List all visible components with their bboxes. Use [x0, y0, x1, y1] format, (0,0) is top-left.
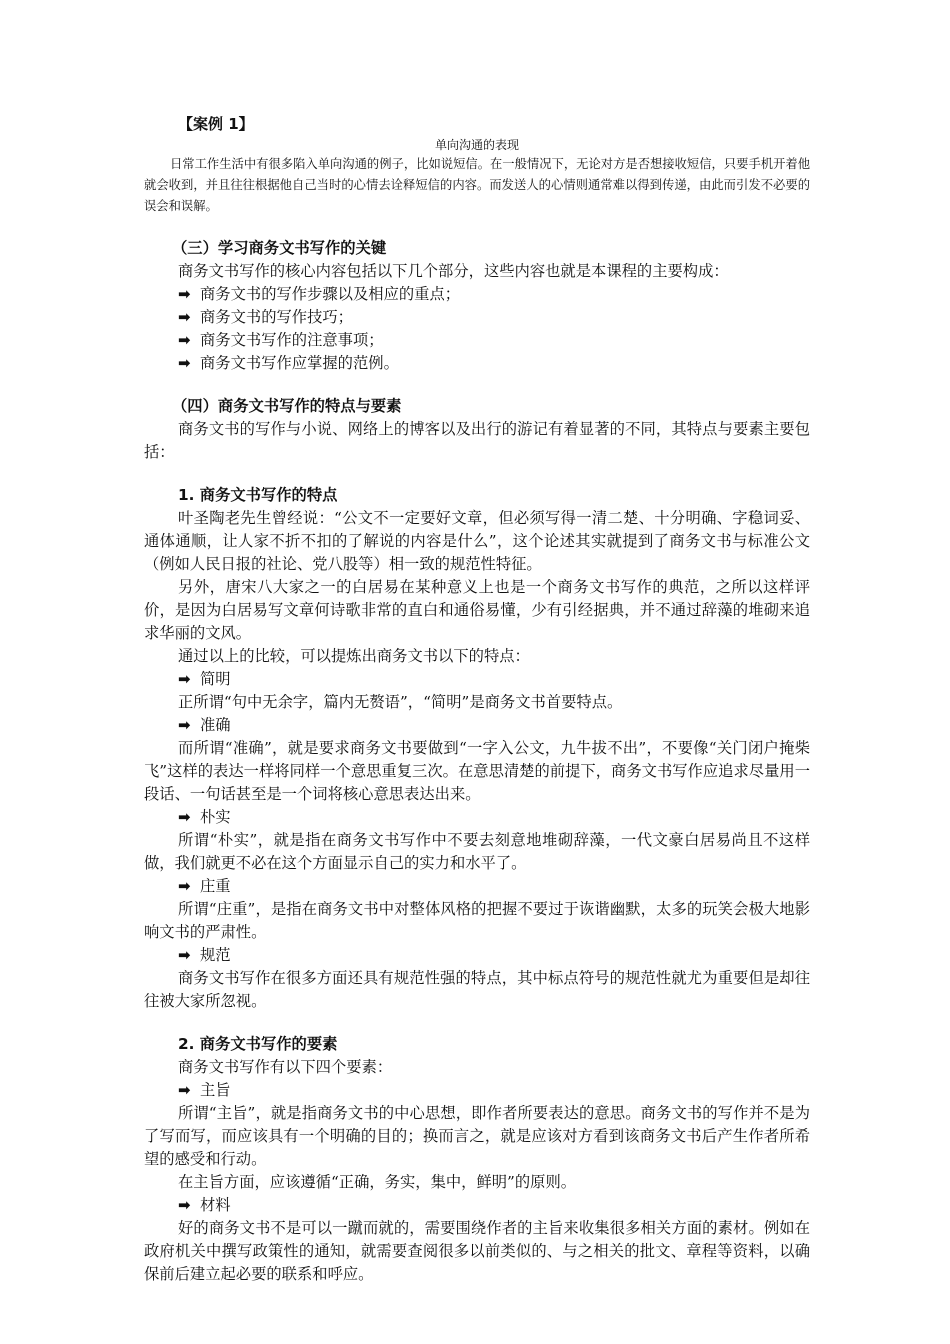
section-3-title: （三）学习商务文书写作的关键 — [172, 239, 387, 257]
document-page — [144, 112, 810, 1286]
case-heading: 【案例 1】 — [178, 115, 254, 133]
feature-text-solemn: 所谓“庄重”，是指在商务文书中对整体风格的把握不要过于诙谐幽默，太多的玩笑会极大地影响文书的严肃性。 — [144, 900, 810, 941]
arrow-right-icon: ➡ — [178, 285, 191, 303]
feature-label-standard: ➡ 规范 — [144, 944, 810, 967]
list-item: ➡ 商务文书的写作步骤以及相应的重点； — [144, 283, 810, 306]
list-item: ➡ 商务文书写作应掌握的范例。 — [144, 352, 810, 375]
element-label-theme: ➡ 主旨 — [144, 1079, 810, 1102]
features-paragraph-3: 通过以上的比较，可以提炼出商务文书以下的特点： — [178, 647, 530, 665]
feature-label-concise: ➡ 简明 — [144, 668, 810, 691]
arrow-right-icon: ➡ — [178, 716, 191, 734]
arrow-right-icon: ➡ — [178, 331, 191, 349]
features-title: 1. 商务文书写作的特点 — [178, 486, 338, 504]
elements-title: 2. 商务文书写作的要素 — [178, 1035, 338, 1053]
arrow-right-icon: ➡ — [178, 1196, 191, 1214]
arrow-right-icon: ➡ — [178, 877, 191, 895]
section-3-intro: 商务文书写作的核心内容包括以下几个部分，这些内容也就是本课程的主要构成： — [178, 262, 729, 280]
list-item: ➡ 商务文书的写作技巧； — [144, 306, 810, 329]
features-paragraph-2: 另外，唐宋八大家之一的白居易在某种意义上也是一个商务文书写作的典范，之所以这样评价，是因为白居易写文章何诗歌非常的直白和通俗易懂，少有引经据典，并不通过辞藻的堆砌来追求华丽的文风。 — [144, 578, 810, 642]
case-body: 日常工作生活中有很多陷入单向沟通的例子，比如说短信。在一般情况下，无论对方是否想接收短信，只要手机开着他就会收到，并且往往根据他自己当时的心情去诠释短信的内容。而发送人的心情则通常难以得到传递，由此而引发不必要的误会和误解。 — [144, 157, 810, 213]
element-text-theme-principle: 在主旨方面，应该遵循“正确，务实，集中，鲜明”的原则。 — [178, 1173, 577, 1191]
feature-text-accurate: 而所谓“准确”，就是要求商务文书要做到“一字入公文，九牛拔不出”，不要像“关门闭户掩柴飞”这样的表达一样将同样一个意思重复三次。在意思清楚的前提下，商务文书写作应追求尽量用一段话、一句话甚至是一个词将核心意思表达出来。 — [144, 739, 810, 803]
feature-text-concise: 正所谓“句中无余字，篇内无赘语”，“简明”是商务文书首要特点。 — [178, 693, 623, 711]
feature-text-standard: 商务文书写作在很多方面还具有规范性强的特点，其中标点符号的规范性就尤为重要但是却往往被大家所忽视。 — [144, 969, 810, 1010]
feature-label-plain: ➡ 朴实 — [144, 806, 810, 829]
arrow-right-icon: ➡ — [178, 808, 191, 826]
case-title: 单向沟通的表现 — [434, 138, 519, 152]
feature-label-accurate: ➡ 准确 — [144, 714, 810, 737]
arrow-right-icon: ➡ — [178, 946, 191, 964]
element-label-material: ➡ 材料 — [144, 1194, 810, 1217]
elements-intro: 商务文书写作有以下四个要素： — [178, 1058, 393, 1076]
arrow-right-icon: ➡ — [178, 1081, 191, 1099]
element-text-theme: 所谓“主旨”，就是指商务文书的中心思想，即作者所要表达的意思。商务文书的写作并不是为了写而写，而应该具有一个明确的目的；换而言之，就是应该对方看到该商务文书后产生作者所希望的感受和行动。 — [144, 1104, 810, 1168]
features-paragraph-1: 叶圣陶老先生曾经说：“公文不一定要好文章，但必须写得一清二楚、十分明确、字稳词妥、通体通顺，让人家不折不扣的了解说的内容是什么”，这个论述其实就提到了商务文书与标准公文（例如人民日报的社论、党八股等）相一致的规范性特征。 — [144, 509, 810, 573]
arrow-right-icon: ➡ — [178, 308, 191, 326]
arrow-right-icon: ➡ — [178, 670, 191, 688]
element-text-material: 好的商务文书不是可以一蹴而就的，需要围绕作者的主旨来收集很多相关方面的素材。例如在政府机关中撰写政策性的通知，就需要查阅很多以前类似的、与之相关的批文、章程等资料，以确保前后建立起必要的联系和呼应。 — [144, 1219, 810, 1283]
feature-label-solemn: ➡ 庄重 — [144, 875, 810, 898]
section-4-title: （四）商务文书写作的特点与要素 — [172, 397, 402, 415]
arrow-right-icon: ➡ — [178, 354, 191, 372]
feature-text-plain: 所谓“朴实”，就是指在商务文书写作中不要去刻意地堆砌辞藻，一代文豪白居易尚且不这样做，我们就更不必在这个方面显示自己的实力和水平了。 — [144, 831, 810, 872]
list-item: ➡ 商务文书写作的注意事项； — [144, 329, 810, 352]
section-4-intro: 商务文书的写作与小说、网络上的博客以及出行的游记有着显著的不同，其特点与要素主要包括： — [144, 420, 810, 461]
